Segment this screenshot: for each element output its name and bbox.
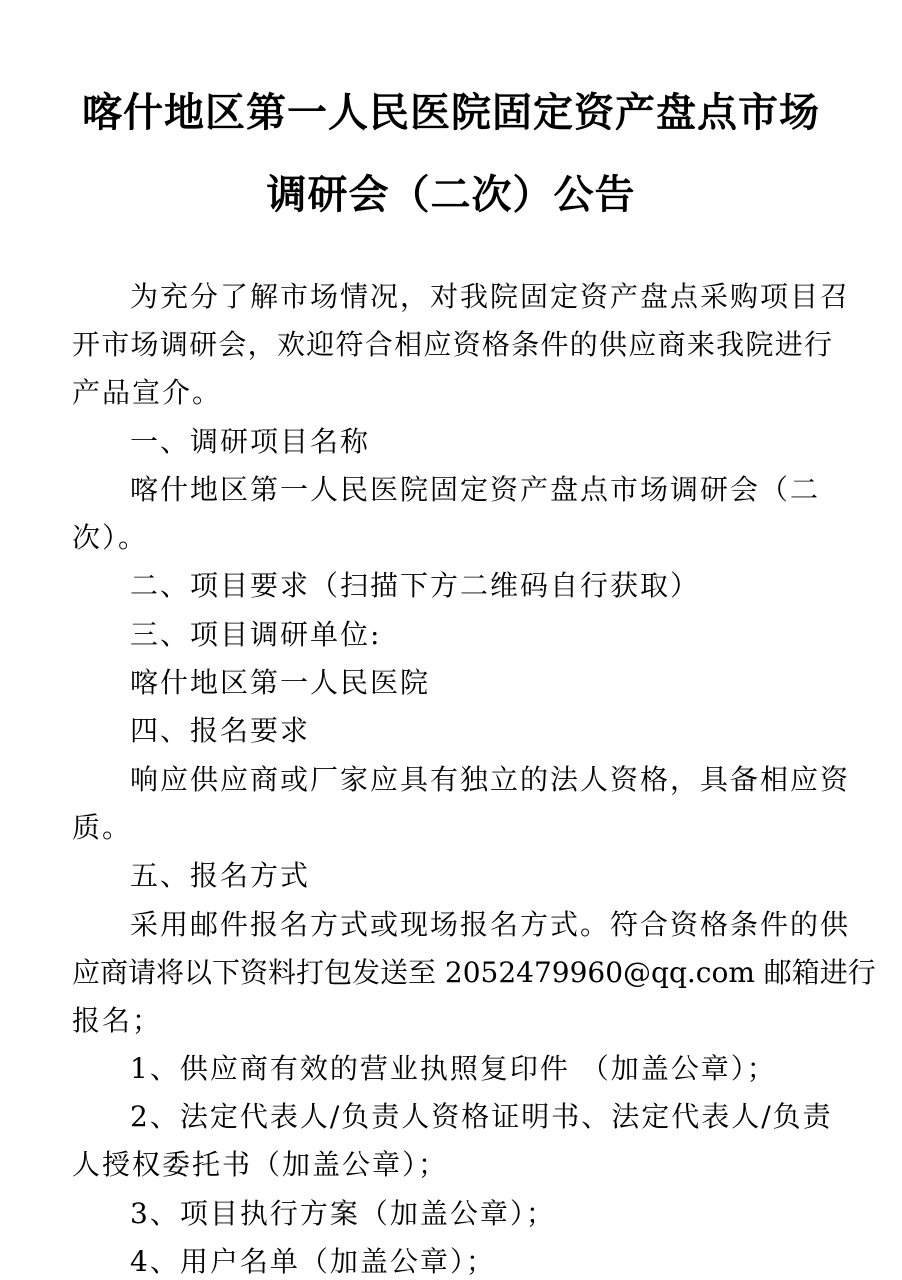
section-5-text-line-2: 应商请将以下资料打包发送至 2052479960@qq.com 邮箱进行 xyxy=(72,956,876,989)
intro-line-3: 产品宣介。 xyxy=(72,376,223,409)
section-5-text-line-1: 采用邮件报名方式或现场报名方式。符合资格条件的供 xyxy=(130,908,851,941)
section-4-text-line-2: 质。 xyxy=(72,811,133,844)
section-4-text-line-1: 响应供应商或厂家应具有独立的法人资格，具备相应资 xyxy=(130,763,851,796)
section-heading-1: 一、调研项目名称 xyxy=(130,425,371,458)
section-heading-5: 五、报名方式 xyxy=(130,859,311,892)
intro-line-2: 开市场调研会，欢迎符合相应资格条件的供应商来我院进行 xyxy=(72,328,832,361)
list-item-1: 1、供应商有效的营业执照复印件 （加盖公章）； xyxy=(130,1052,777,1085)
section-1-text-line-1: 喀什地区第一人民医院固定资产盘点市场调研会（二 xyxy=(130,473,821,506)
section-1-text-line-2: 次）。 xyxy=(72,521,149,554)
list-item-3: 3、项目执行方案（加盖公章）； xyxy=(130,1197,556,1230)
list-item-2-line-1: 2、法定代表人/负责人资格证明书、法定代表人/负责 xyxy=(130,1100,833,1133)
notice-title-line-2: 调研会（二次）公告 xyxy=(266,171,636,218)
section-3-text: 喀什地区第一人民医院 xyxy=(130,666,431,699)
intro-line-1: 为充分了解市场情况，对我院固定资产盘点采购项目召 xyxy=(130,280,851,313)
list-item-4: 4、用户名单（加盖公章）； xyxy=(130,1245,496,1278)
section-heading-3: 三、项目调研单位: xyxy=(130,618,382,651)
section-heading-2: 二、项目要求（扫描下方二维码自行获取） xyxy=(130,569,701,602)
section-5-text-line-3: 报名； xyxy=(72,1004,163,1037)
section-heading-4: 四、报名要求 xyxy=(130,714,311,747)
list-item-2-line-2: 人授权委托书（加盖公章）； xyxy=(72,1148,449,1181)
notice-title-line-1: 喀什地区第一人民医院固定资产盘点市场 xyxy=(82,89,820,136)
